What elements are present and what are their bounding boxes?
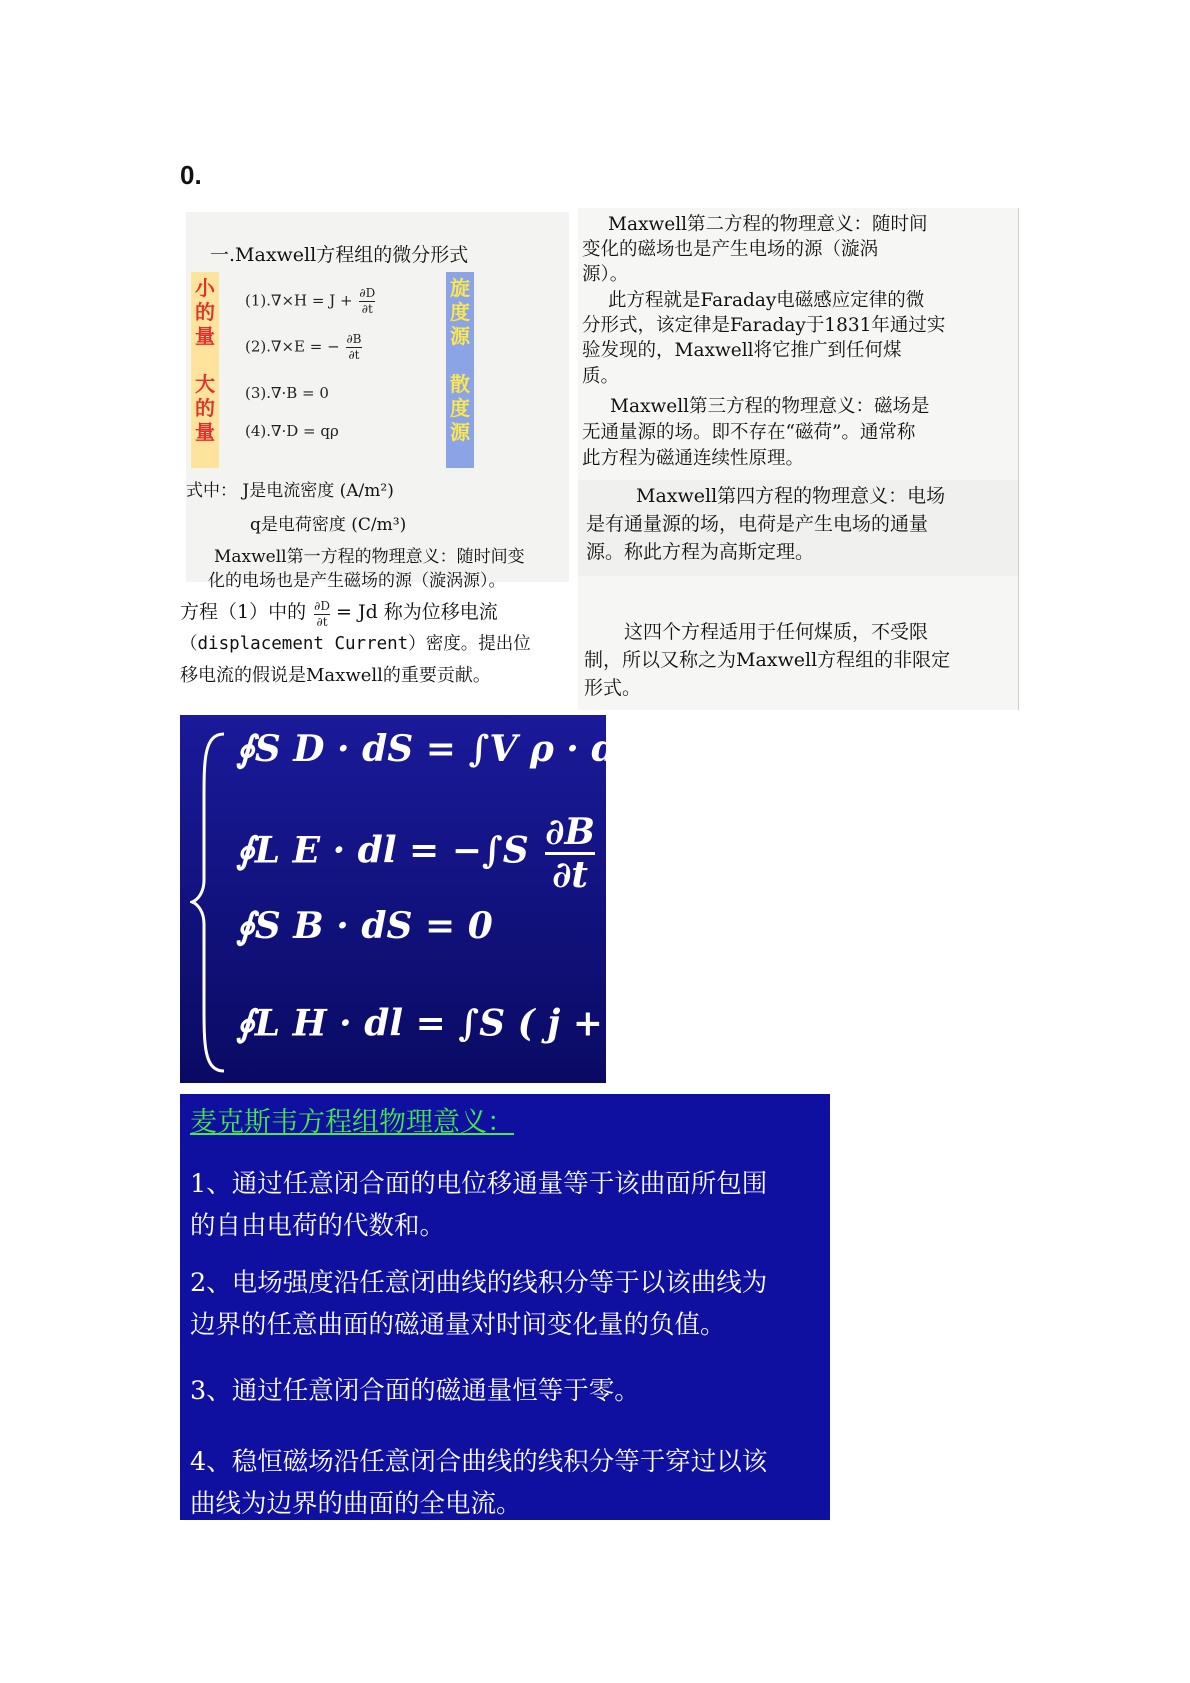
meaning-item-4-line2: 曲线为边界的曲面的全电流。 <box>190 1489 522 1519</box>
equation-4: (4).∇·D = qρ <box>245 422 339 440</box>
meaning-item-3: 3、通过任意闭合面的磁通量恒等于零。 <box>190 1376 640 1406</box>
meaning-item-1-line1: 1、通过任意闭合面的电位移通量等于该曲面所包围 <box>190 1169 768 1199</box>
meaning-item-2-line2: 边界的任意曲面的磁通量对时间变化量的负值。 <box>190 1310 726 1340</box>
section-heading: 0. <box>180 160 202 190</box>
meaning-item-4-line1: 4、稳恒磁场沿任意闭合曲线的线积分等于穿过以该 <box>190 1447 768 1477</box>
left-brace-icon <box>190 730 230 1075</box>
unrestricted-form-line2: 制，所以又称之为Maxwell方程组的非限定 <box>584 649 951 671</box>
displacement-line2: （displacement Current）密度。提出位 <box>180 634 531 654</box>
faraday-line3: 验发现的，Maxwell将它推广到任何煤 <box>582 340 902 361</box>
third-eq-meaning-line1: Maxwell第三方程的物理意义：磁场是 <box>610 396 930 417</box>
gauss-law-integral: ∮S D · dS = ∫V ρ · dV <box>236 728 645 770</box>
faraday-line2: 分形式，该定律是Faraday于1831年通过实 <box>582 315 946 336</box>
small-quantity-tag: 小 的 量 大 的 量 <box>191 272 219 468</box>
unrestricted-form-line1: 这四个方程适用于任何煤质，不受限 <box>624 621 929 643</box>
first-equation-meaning-line2: 化的电场也是产生磁场的源（漩涡源）。 <box>208 571 506 591</box>
note-current-density: 式中： J是电流密度 (A/m²) <box>186 481 394 501</box>
second-eq-meaning-line2: 变化的磁场也是产生电场的源（漩涡 <box>582 239 879 260</box>
second-eq-meaning-line1: Maxwell第二方程的物理意义：随时间 <box>608 214 928 235</box>
meaning-item-2-line1: 2、电场强度沿任意闭曲线的线积分等于以该曲线为 <box>190 1268 768 1298</box>
meaning-title: 麦克斯韦方程组物理意义： <box>190 1107 514 1138</box>
source-type-tag: 旋 度 源 散 度 源 <box>446 272 474 468</box>
note-charge-density: q是电荷密度 (C/m³) <box>250 515 407 535</box>
unrestricted-form-line3: 形式。 <box>584 677 642 699</box>
panel-title: 一.Maxwell方程组的微分形式 <box>210 244 469 266</box>
third-eq-meaning-line3: 此方程为磁通连续性原理。 <box>582 448 805 469</box>
meaning-item-1-line2: 的自由电荷的代数和。 <box>190 1211 446 1241</box>
equation-2: (2).∇×E = − $\frac{\partial B}{\partial t}$ <box>245 332 362 362</box>
displacement-line3: 移电流的假说是Maxwell的重要贡献。 <box>180 665 491 686</box>
fourth-eq-meaning-line1: Maxwell第四方程的物理意义：电场 <box>636 485 946 507</box>
second-eq-meaning-line3: 源）。 <box>582 264 629 285</box>
faraday-line4: 质。 <box>582 366 620 387</box>
equation-1: (1).∇×H = J + $\frac{\partial D}{\partial t}$ <box>245 286 376 316</box>
third-eq-meaning-line2: 无通量源的场。即不存在“磁荷”。通常称 <box>582 422 916 443</box>
displacement-line1: 方程（1）中的 $\frac{\partial D}{\partial t}$ = Jd 称为位移电流 <box>180 599 498 629</box>
fourth-eq-meaning-line3: 源。称此方程为高斯定理。 <box>586 541 815 563</box>
faraday-law-integral: ∮L E · dl = −∫S $\frac{\partial B}{\partial t}$ · dS <box>236 811 688 896</box>
first-equation-meaning-line1: Maxwell第一方程的物理意义：随时间变 <box>214 547 525 567</box>
fourth-eq-meaning-line2: 是有通量源的场，电荷是产生电场的通量 <box>586 513 929 535</box>
faraday-line1: 此方程就是Faraday电磁感应定律的微 <box>608 290 925 311</box>
ampere-law-integral: ∮L H · dl = ∫S ( j + $\frac{\partial D}{\partial t}$ ) · dS <box>236 984 793 1069</box>
magnetic-gauss-integral: ∮S B · dS = 0 <box>236 905 493 947</box>
equation-3: (3).∇·B = 0 <box>245 384 329 402</box>
